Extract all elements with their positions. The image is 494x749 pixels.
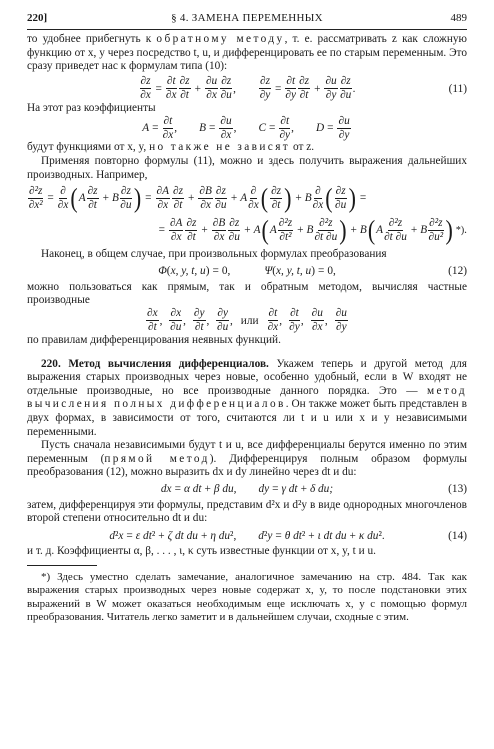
equation-second-derivative-1: $\frac{\text{∂²z}}{\text{∂x²}}$ = $\frac{\partial}{\partial x}$ ( A $\frac{\partial z}{\partial t}$ + B $\frac{\partial z}{\partial u}$ ) = $\frac{\partial A}{\partial x}$ $\frac{\partial z}{\partial t}$ + $\frac{\partial B}{\partial x}$ $\frac{\partial z}{\partial u}$ + A $\frac{\partial}{\partial x}$ ( $\frac{\partial z}{\partial t}$ ) + B $\frac{\partial}{\partial x}$ ( $\frac{\partial z}{\partial u}$ ) = — [28, 181, 367, 214]
footnote-text: *) Здесь уместно сделать замечание, аналогичное замечанию на стр. 484. Так как выражения старых производных через новые содержат x, y, то после подстановки этих выражений в W может оказаться необходимым еще исключать x, y с помощью формул преобразования. Читатель легко заметит и в дальнейшем случаи, сходные с этим. — [27, 570, 467, 624]
equation-14: d ² x = ε dt ² + ζ dt du + η du ² , d ² y = θ dt ² + ι dt du + κ du ² . (14) — [109, 529, 467, 542]
paragraph-4: Применяя повторно формулы (11), можно и здесь получить выражения дальнейших производных. Например, — [27, 154, 467, 181]
word-or: или — [240, 314, 259, 327]
equation-number: (11) — [448, 82, 467, 95]
section-number: 220] — [27, 12, 48, 24]
equation-second-derivative-2: = $\frac{\partial A}{\partial x}$ $\frac{\partial z}{\partial t}$ + $\frac{\partial B}{\partial x}$ $\frac{\partial z}{\partial u}$ + A ( A $\frac{\text{∂²z}}{\text{∂t²}}$ + B $\frac{\text{∂²z}}{\partial t \partial u}$ ) + B ( A $\frac{\text{∂²z}}{\partial t \partial u}$ + B $\frac{\text{∂²z}}{\text{∂u²}}$ ) *) . — [158, 213, 467, 246]
paragraph-6: можно пользоваться как прямым, так и обратным методом, вычисляя частные производные — [27, 280, 467, 307]
paragraph-2: На этот раз коэффициенты — [27, 101, 156, 114]
equation-number: (14) — [448, 529, 467, 542]
paragraph-9: затем, дифференцируя эти формулы, представим d²x и d²y в виде однородных многочленов второй степени относительно dt и du: — [27, 498, 467, 525]
running-header — [27, 12, 467, 28]
equation-partials: $\frac{\partial x}{\partial t}$ , $\frac{\partial x}{\partial u}$ , $\frac{\partial y}{\partial t}$ , $\frac{\partial y}{\partial u}$ , или $\frac{\partial t}{\partial x}$ , $\frac{\partial t}{\partial y}$ , $\frac{\partial u}{\partial x}$ , $\frac{\partial u}{\partial y}$ — [147, 307, 347, 334]
paragraph-5: Наконец, в общем случае, при произвольных формулах преобразования — [41, 248, 387, 261]
paragraph-7: по правилам дифференцирования неявных функций. — [27, 333, 281, 346]
paragraph-10: и т. д. Коэффициенты α, β, . . . , ι, κ суть известные функции от x, y, t и u. — [27, 545, 376, 558]
paragraph-1: то удобнее прибегнуть к обратному методу, т. е. рассматривать z как сложную функцию от x, y через посредство t, u, и дифференцировать ее по старым переменным. Это сразу приведет нас к формулам типа (10): — [27, 33, 467, 73]
equation-coefficients: A = $\frac{\partial t}{\partial x}$ , B = $\frac{\partial u}{\partial x}$ , C = $\frac{\partial t}{\partial y}$ , D = $\frac{\partial u}{\partial y}$ — [142, 114, 350, 141]
page-number: 489 — [450, 12, 467, 24]
paragraph-3: будут функциями от x, y, но также не зависят от z. — [27, 141, 315, 154]
header-rule — [27, 29, 467, 30]
book-page — [27, 12, 467, 625]
footnote-rule — [27, 565, 97, 566]
equation-11: $\frac{\partial z}{\partial x}$ = $\frac{\partial t}{\partial x}$ $\frac{\partial z}{\partial t}$ + $\frac{\partial u}{\partial x}$ $\frac{\partial z}{\partial u}$ , $\frac{\partial z}{\partial y}$ = $\frac{\partial t}{\partial y}$ $\frac{\partial z}{\partial t}$ + $\frac{\partial u}{\partial y}$ $\frac{\partial z}{\partial u}$ . (11) — [140, 75, 467, 102]
paragraph-8: Пусть сначала независимыми будут t и u, все дифференциалы берутся именно по этим переменным (прямой метод). Дифференцируя полным образом формулы преобразования (12), можно выразить dx и dy линейно через dt и du: — [27, 439, 467, 479]
equation-12: Φ ( x, y, t, u ) = 0, Ψ ( x, y, t, u ) = 0, (12) — [158, 265, 467, 278]
equation-number: (13) — [448, 483, 467, 496]
section-title: 220. Метод вычисления дифференциалов. — [41, 357, 269, 370]
running-title: § 4. ЗАМЕНА ПЕРЕМЕННЫХ — [171, 12, 323, 24]
section-220: 220. Метод вычисления дифференциалов. Укажем теперь и другой метод для выражения старых производных через новые, особенно удобный, если в W входят не отдельные производные, но все производные данного порядка. Это — метод вычисления полных дифференциалов. Он также может быть представлен в двух формах, в зависимости от того, считаются ли t и u или x и y независимыми переменными. — [27, 357, 467, 438]
equation-number: (12) — [448, 265, 467, 278]
footnote — [27, 571, 467, 625]
equation-13: dx = α dt + β du, dy = γ dt + δ du; (13) — [160, 483, 467, 496]
